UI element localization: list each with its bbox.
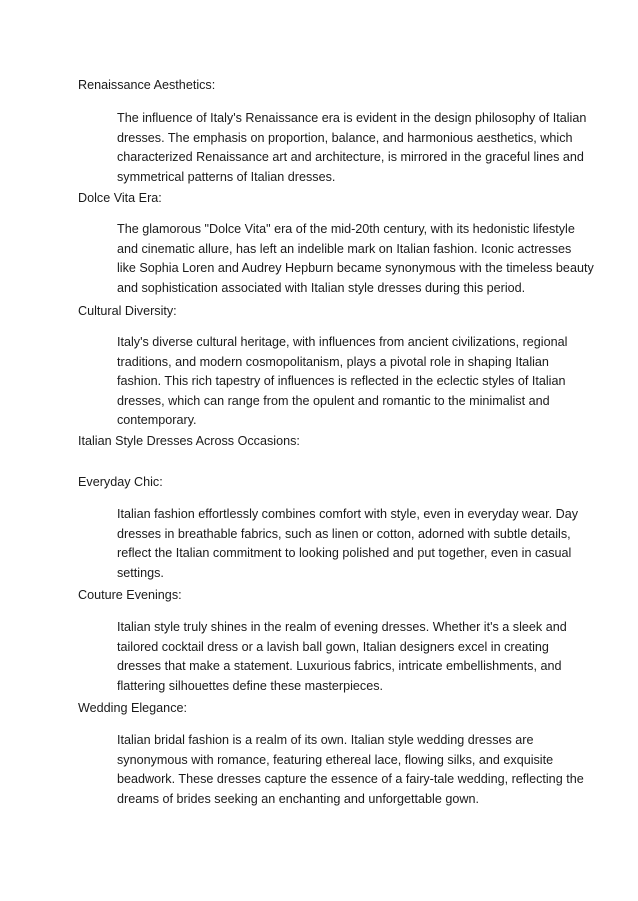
paragraph-line: settings. — [117, 565, 164, 580]
paragraph-line: and sophistication associated with Italian style dresses during this period. — [117, 280, 526, 295]
section-heading-couture-evenings: Couture Evenings: — [78, 588, 182, 602]
paragraph-line: Italian bridal fashion is a realm of its own. Italian style wedding dresses are — [117, 733, 534, 747]
paragraph-line: Italy's diverse cultural heritage, with influences from ancient civilizations, regional — [117, 335, 568, 349]
section-heading-renaissance: Renaissance Aesthetics: — [78, 78, 216, 92]
paragraph-line: The glamorous "Dolce Vita" era of the mid-20th century, with its hedonistic lifestyle — [117, 222, 575, 236]
section-paragraph-cultural-diversity — [117, 333, 567, 431]
paragraph-line: symmetrical patterns of Italian dresses. — [117, 169, 336, 184]
section-paragraph-renaissance — [117, 109, 587, 187]
paragraph-line: dresses, which can range from the opulent and romantic to the minimalist and — [117, 393, 550, 408]
paragraph-line: beadwork. These dresses capture the essence of a fairy-tale wedding, reflecting the — [117, 772, 584, 787]
section-heading-wedding-elegance: Wedding Elegance: — [78, 701, 187, 715]
section-paragraph-couture-evenings — [117, 618, 567, 696]
paragraph-line: like Sophia Loren and Audrey Hepburn became synonymous with the timeless beauty — [117, 261, 594, 276]
paragraph-line: flattering silhouettes define these masterpieces. — [117, 678, 384, 693]
section-paragraph-wedding-elegance — [117, 731, 584, 809]
paragraph-line: characterized Renaissance art and architecture, is mirrored in the graceful lines and — [117, 150, 584, 165]
paragraph-line: reflect the Italian commitment to looking polished and put together, even in casual — [117, 546, 572, 561]
paragraph-line: fashion. This rich tapestry of influences is reflected in the eclectic styles of Italian — [117, 374, 566, 389]
paragraph-line: contemporary. — [117, 413, 197, 428]
paragraph-line: dresses that make a statement. Luxurious fabrics, intricate embellishments, and — [117, 659, 562, 674]
paragraph-line: dresses in breathable fabrics, such as linen or cotton, adorned with subtle details, — [117, 526, 571, 541]
paragraph-line: Italian fashion effortlessly combines comfort with style, even in everyday wear. Day — [117, 507, 579, 521]
paragraph-line: synonymous with romance, featuring ethereal lace, flowing silks, and exquisite — [117, 752, 554, 767]
paragraph-line: and cinematic allure, has left an indelible mark on Italian fashion. Iconic actresses — [117, 241, 572, 256]
section-heading-everyday-chic: Everyday Chic: — [78, 475, 163, 489]
section-heading-cultural-diversity: Cultural Diversity: — [78, 304, 177, 318]
section-paragraph-everyday-chic — [117, 505, 579, 583]
paragraph-line: tailored cocktail dress or a lavish ball gown, Italian designers excel in creating — [117, 639, 549, 654]
section-paragraph-dolce-vita — [117, 220, 594, 298]
paragraph-line: dresses. The emphasis on proportion, balance, and harmonious aesthetics, which — [117, 130, 573, 145]
paragraph-line: traditions, and modern cosmopolitanism, plays a pivotal role in shaping Italian — [117, 354, 549, 369]
section-heading-dolce-vita: Dolce Vita Era: — [78, 191, 162, 205]
section-heading-occasions: Italian Style Dresses Across Occasions: — [78, 434, 300, 448]
paragraph-line: The influence of Italy's Renaissance era is evident in the design philosophy of Italian — [117, 111, 587, 125]
paragraph-line: dreams of brides seeking an enchanting and unforgettable gown. — [117, 791, 479, 806]
paragraph-line: Italian style truly shines in the realm of evening dresses. Whether it's a sleek and — [117, 620, 567, 634]
